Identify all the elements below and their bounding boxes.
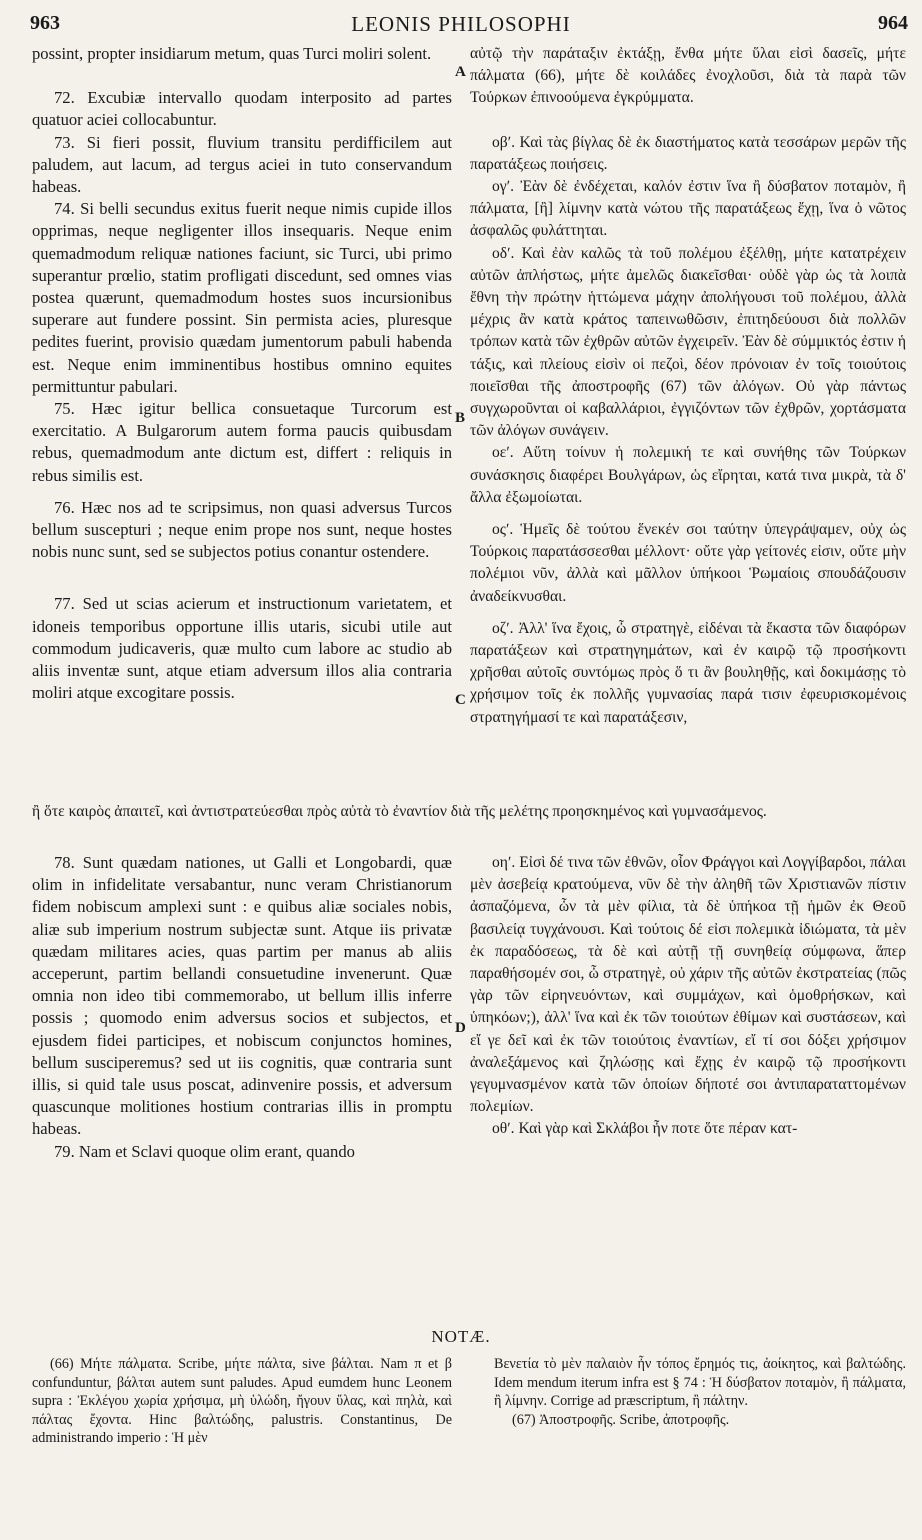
page-number-left: 963 (30, 12, 60, 34)
greek-column-top (470, 43, 906, 729)
running-title: LEONIS PHILOSOPHI (351, 12, 571, 36)
latin-paragraph: possint, propter insidiarum metum, quas Turci moliri solent. (32, 44, 432, 63)
greek-paragraph-73: ογʹ. Ἐὰν δὲ ἐνδέχεται, καλόν ἐστιν ἵνα ἢ δύσβατον ποταμὸν, ἢ πάλματα, [ἢ] λίμνην κατὰ νώτου τῆς παρατάξεως ἔχῃ, ἵνα ὁ νῶτος ἀσφαλῶς φυλάττηται. (470, 178, 906, 240)
note-66: (66) Μήτε πάλματα. Scribe, μήτε πάλτα, sive βάλται. Nam π et β confunduntur, βάλται autem sunt paludes. Apud eumdem hunc Leonem supra : Ἐκλέγου χωρία χρήσιμα, μὴ ὑλώδη, ἤγουν ὕλας, καὶ πηλὰ, καὶ πάλτας ἔχοντα. Hinc βαλτώδης, palustris. Constantinus, De administrando imperio : Ἡ μὲν (32, 1356, 452, 1447)
greek-paragraph-74: οδʹ. Καὶ ἐὰν καλῶς τὰ τοῦ πολέμου ἐξέλθῃ, μήτε κατατρέχειν αὐτῶν ἀπλήστως, μήτε ἀμελῶς διακεῖσθαι· οὐδὲ γὰρ ὡς τὰ λοιπὰ ἔθνη τὴν πρώτην ἡττώμενα μάχην ἀπολήγουσι τοῦ πολέμου, ἀλλὰ μέχρις ἂν κατὰ κράτος ταπεινωθῶσιν, ἐπιτηδεύουσι διὰ πολλῶν τρόπων κατὰ τῶν ἐχθρῶν αὐτῶν ἐγχειρεῖν. Ἐὰν δὲ σύμμικτός ἐστιν ἡ τάξις, καὶ πλείους εἰσὶν οἱ πεζοὶ, δέον πρόνοιαν ἐν τοῖς τοιούτοις ποιεῖσθαι τῆς ἀποστροφῆς (67) τῶν ἀλόγων. Οὐ γὰρ πάντως συγχωροῦνται οἱ καβαλλάριοι, ἐγγιζόντων τῶν ἐχθρῶν, χορτάσματα τῶν ἀλόγων συνάγειν. (470, 244, 906, 440)
note-67: (67) Ἀποστροφῆς. Scribe, ἀποτροφῆς. (512, 1411, 730, 1428)
latin-paragraph-77: 77. Sed ut scias acierum et instructionum varietatem, et idoneis temporibus opportune illis utaris, sicubi utile aut commodum judicaveris, quæ multo cum labore ac studio ab aliis inventæ sunt, atque etiam adversum illos alia contraria moliri atque excogitare possis. (32, 594, 452, 703)
greek-continuation: ἢ ὅτε καιρὸς ἀπαιτεῖ, καὶ ἀντιστρατεύεσθαι πρὸς αὐτὰ τὸ ἐναντίον διὰ τῆς μελέτης προησκημένος καὶ γυμνασάμενος. (32, 803, 767, 820)
greek-paragraph: αὐτῷ τὴν παράταξιν ἐκτάξῃ, ἔνθα μήτε ὕλαι εἰσὶ δασεῖς, μήτε πάλματα (66), μήτε δὲ κοιλάδες ἐνοχλοῦσι, διὰ τὰ παρὰ τῶν Τούρκων ἐπινοούμενα ἐγκρύμματα. (470, 45, 906, 107)
page-number-right: 964 (878, 12, 908, 34)
section-marker-c: C (455, 692, 466, 708)
latin-paragraph-72: 72. Excubiæ intervallo quodam interposito ad partes quatuor aciei collocabuntur. (32, 88, 452, 130)
section-marker-d: D (455, 1020, 466, 1036)
latin-paragraph-78: 78. Sunt quædam nationes, ut Galli et Longobardi, quæ olim in infidelitate versabantur, nunc veram Christianorum fidem nobiscum amplexi sunt : e quibus aliæ sociales nobis, aliæ sub imperium nostrum subjectæ sunt. Atque iis privatæ quædam militares acies, quas partim per manus ab aliis acceperunt, partim bellandi consuetudine invenerunt. Quæ omnia non ideo tibi commemorabo, ut bellum illis inferre possis ; quomodo enim adversus socios et subjectos, et ejusdem fidei participes, et nobiscum conjunctos homines, bellum susciperemus? sed ut iis cognitis, quæ contraria sunt illis, si quid tale usus poscat, adinvenire possis, et adversum quascunque molitiones hostium contrarias illis in promptu habeas. (32, 853, 452, 1139)
note-66-continued: Βενετία τὸ μὲν παλαιὸν ἦν τόπος ἔρημός τις, ἀοίκητος, καὶ βαλτώδης. Idem mendum iterum infra est § 74 : Ἡ δύσβατον ποταμὸν, ἢ πάλματα, ἢ λίμνην. Corrige ad præscriptum, ἢ πάλτην. (494, 1356, 906, 1410)
greek-paragraph-76: οςʹ. Ἡμεῖς δὲ τούτου ἕνεκέν σοι ταύτην ὑπεγράψαμεν, οὐχ ὡς Τούρκοις παρατάσσεσθαι μέλλοντ· οὔτε γὰρ γείτονές εἰσιν, οὔτε μὴν πολέμιοι νῦν, ἀλλὰ καὶ μᾶλλον ὑπήκοοι Ῥωμαίοις σπουδάζουσιν ἀναδείκνυσθαι. (470, 521, 906, 605)
latin-column-top (32, 43, 452, 704)
section-marker-b: B (455, 410, 466, 426)
notes-column-left (32, 1355, 452, 1448)
greek-paragraph-78: οηʹ. Εἰσὶ δέ τινα τῶν ἐθνῶν, οἷον Φράγγοι καὶ Λογγίβαρδοι, πάλαι μὲν ἀσεβείᾳ κρατούμενα, νῦν δὲ τὴν ἀληθῆ τῶν Χριστιανῶν πίστιν ἀσπαζόμενα, ὧν τὰ μὲν φίλια, τὰ δὲ ὑπήκοα τῇ ἡμῶν ἐκ Θεοῦ βασιλείᾳ τυγχάνουσι. Καὶ τούτοις δέ εἰσι πολεμικὰ ἰδιώματα, τὰ μὲν ἐκ παραδόσεως, τὰ δὲ καὶ αὐτῇ τῇ συνηθείᾳ σύμφωνα, ἅπερ παραθήσομέν σοι, ὦ στρατηγὲ, οὐ χάριν τῆς αὐτῶν ἐκστρατείας (πῶς γὰρ τῶν εἰρηνευόντων, καὶ συμμάχων, καὶ ὁμοθρήσκων, καὶ ὑπηκόων;), ἀλλ' ἵνα καὶ ἐκ τῶν τοιούτων ἐθίμων καὶ συστάσεων, καὶ εἴ γε δεῖ καὶ ἐκ τῶν τοιούτοις ἐναντίων, εἴ τί σοι δόξει χρήσιμον ἀναλεξάμενος καὶ ζηλώσῃς καὶ ἔχῃς ἐν καιρῷ τῷ προσήκοντι γεγυμνασμένον κατὰ τῶν ὁποίων δήποτέ σοι ἀντιπαραταττομένων πολεμίων. (470, 854, 906, 1116)
latin-paragraph-76: 76. Hæc nos ad te scripsimus, non quasi adversus Turcos bellum suscepturi ; neque enim prope nos sunt, neque hostes nobis nunc sunt, sed se subjectos potius conantur ostendere. (32, 497, 452, 562)
page-header (0, 0, 922, 40)
latin-paragraph-79: 79. Nam et Sclavi quoque olim erant, quando (54, 1141, 355, 1161)
section-marker-a: A (455, 64, 466, 80)
greek-full-width-line (32, 801, 906, 823)
latin-paragraph-73: 73. Si fieri possit, fluvium transitu perdifficilem aut paludem, aut lacum, ad tergus aciei in tuto conservandum habeas. (32, 132, 452, 197)
greek-paragraph-79: οθʹ. Καὶ γὰρ καὶ Σκλάβοι ἦν ποτε ὅτε πέραν κατ- (492, 1120, 798, 1138)
latin-paragraph-75: 75. Hæc igitur bellica consuetaque Turcorum est exercitatio. A Bulgarorum autem forma paucis quibusdam rebus, quemadmodum ante dictum est, differt : reliquis in rebus similis est. (32, 399, 452, 485)
greek-column-bottom (470, 852, 906, 1141)
greek-paragraph-77: οζʹ. Ἀλλ' ἵνα ἔχοις, ὦ στρατηγὲ, εἰδέναι τὰ ἕκαστα τῶν διαφόρων παρατάξεων καὶ στρατηγημάτων, καὶ ἐν καιρῷ τῷ προσήκοντι χρῆσθαι αὐτοῖς συντόμως πρὸς ὅ τι ἂν βουληθῇς, καὶ δοκιμάσῃς τὸ χρήσιμον τοῖς ἐκ πολλῆς γυμνασίας παρά τισιν ἐφευρισκομένοις στρατηγήμασί τε καὶ παρατάξεσιν, (470, 619, 906, 726)
latin-paragraph-74: 74. Si belli secundus exitus fuerit neque nimis cupide illos opprimas, neque negligenter illos insequaris. Neque enim quemadmodum reliquæ nationes faciunt, sic Turci, ubi primo superantur prœlio, statim profligati discedunt, sed omnes vias postea quærunt, quemadmodum hostes suos incursionibus superare aut fundere possint. Sin permista acies, pluresque pedites fuerint, provisio quædam jumentorum pabuli habenda est. Neque enim imminentibus hostibus omnino equites permittuntur pabulari. (32, 199, 452, 396)
notes-column-right (494, 1355, 906, 1429)
latin-column-bottom (32, 852, 452, 1163)
notes-heading: NOTÆ. (431, 1327, 491, 1346)
greek-paragraph-72: οβʹ. Καὶ τὰς βίγλας δὲ ἐκ διαστήματος κατὰ τεσσάρων μερῶν τῆς παρατάξεως ποιήσεις. (470, 133, 906, 173)
greek-paragraph-75: οεʹ. Αὕτη τοίνυν ἡ πολεμική τε καὶ συνήθης τῶν Τούρκων συνάσκησις διαφέρει Βουλγάρων, ὡς εἴρηται, κατά τινα μικρὰ, τὰ δ' ἄλλα ἐξωμοίωται. (470, 444, 906, 506)
